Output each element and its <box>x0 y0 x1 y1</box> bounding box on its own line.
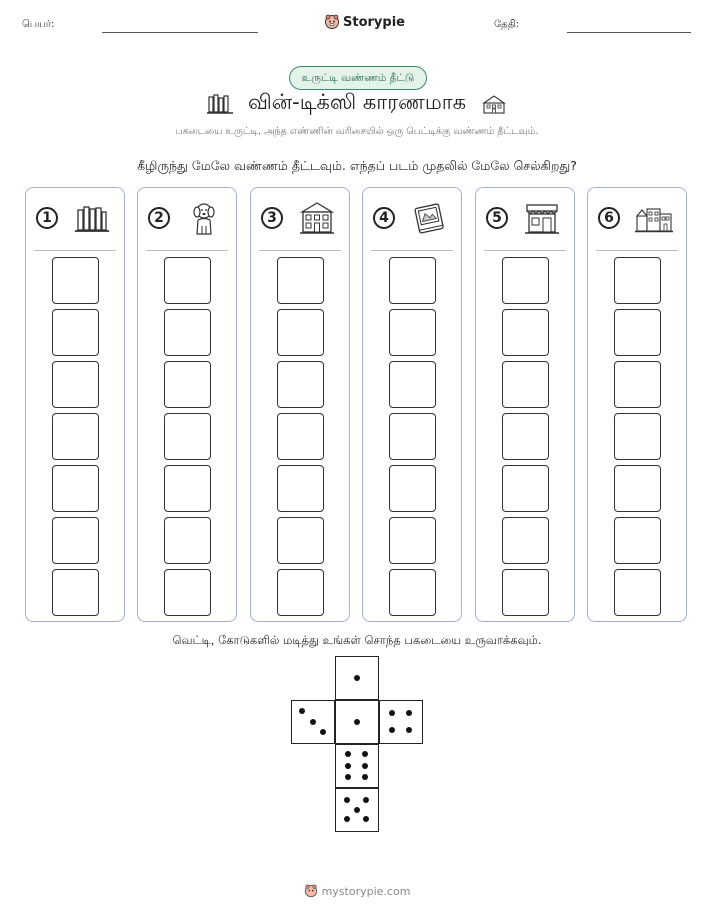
color-box[interactable] <box>614 517 661 564</box>
die-pip <box>406 710 412 716</box>
color-box[interactable] <box>614 465 661 512</box>
color-box[interactable] <box>502 413 549 460</box>
column-divider <box>34 250 116 251</box>
column-3 <box>250 187 350 622</box>
die-pip <box>362 774 368 780</box>
column-number: 6 <box>598 207 620 229</box>
activity-tag: உருட்டி வண்ணம் தீட்டு <box>289 66 427 90</box>
color-box[interactable] <box>389 413 436 460</box>
color-box[interactable] <box>614 413 661 460</box>
color-box[interactable] <box>502 309 549 356</box>
die-pip <box>362 751 368 757</box>
die-pip <box>389 727 395 733</box>
color-box[interactable] <box>164 413 211 460</box>
storypie-mascot-icon <box>304 884 318 898</box>
column-2 <box>137 187 237 622</box>
column-divider <box>259 250 341 251</box>
town-icon <box>634 200 674 236</box>
color-box[interactable] <box>277 569 324 616</box>
library-building-icon <box>480 94 508 114</box>
die-pip <box>344 816 350 822</box>
column-number: 1 <box>36 207 58 229</box>
column-header <box>363 200 461 240</box>
color-box[interactable] <box>614 569 661 616</box>
column-header <box>26 200 124 240</box>
brand-logo <box>324 14 405 30</box>
footer-url[interactable]: mystorypie.com <box>321 884 411 898</box>
column-header <box>138 200 236 240</box>
column-divider <box>371 250 453 251</box>
subtitle: பகடையை உருட்டி, அந்த எண்ணின் வரிசையில் ஒரு பெட்டிக்கு வண்ணம் தீட்டவும். <box>175 126 539 137</box>
color-box[interactable] <box>277 517 324 564</box>
column-5 <box>475 187 575 622</box>
dog-icon <box>184 200 224 236</box>
color-box[interactable] <box>277 413 324 460</box>
color-box[interactable] <box>389 361 436 408</box>
die-pip <box>299 708 305 714</box>
column-6 <box>587 187 687 622</box>
column-4 <box>362 187 462 622</box>
die-face <box>335 700 379 744</box>
die-pip <box>354 719 360 725</box>
date-label: தேதி: <box>494 19 520 30</box>
die-pip <box>354 675 360 681</box>
name-line[interactable] <box>102 32 258 33</box>
instruction: கீழிருந்து மேலே வண்ணம் தீட்டவும். எந்தப் படம் முதலில் மேலே செல்கிறது? <box>137 158 577 173</box>
page-title <box>0 90 714 121</box>
footer <box>0 884 714 898</box>
die-pip <box>363 816 369 822</box>
column-number: 5 <box>486 207 508 229</box>
color-box[interactable] <box>614 309 661 356</box>
color-box[interactable] <box>164 517 211 564</box>
color-box[interactable] <box>389 309 436 356</box>
die-pip <box>354 807 360 813</box>
color-box[interactable] <box>389 569 436 616</box>
color-box[interactable] <box>52 569 99 616</box>
column-number: 2 <box>148 207 170 229</box>
bookshelf-icon <box>72 200 112 236</box>
die-pip <box>345 774 351 780</box>
color-box[interactable] <box>277 465 324 512</box>
color-box[interactable] <box>52 517 99 564</box>
color-box[interactable] <box>502 257 549 304</box>
column-divider <box>146 250 228 251</box>
color-box[interactable] <box>52 309 99 356</box>
book-icon <box>409 200 449 236</box>
column-header <box>251 200 349 240</box>
date-line[interactable] <box>567 32 691 33</box>
color-box[interactable] <box>502 569 549 616</box>
color-box[interactable] <box>277 257 324 304</box>
title-text: வின்-டிக்ஸி காரணமாக <box>247 90 467 114</box>
die-pip <box>406 727 412 733</box>
color-box[interactable] <box>52 413 99 460</box>
column-number: 4 <box>373 207 395 229</box>
color-box[interactable] <box>389 517 436 564</box>
column-divider <box>596 250 678 251</box>
column-1 <box>25 187 125 622</box>
die-face <box>335 656 379 700</box>
bookshelf-icon <box>206 92 234 116</box>
color-box[interactable] <box>164 257 211 304</box>
color-box[interactable] <box>389 465 436 512</box>
die-face <box>335 788 379 832</box>
column-divider <box>484 250 566 251</box>
column-header <box>588 200 686 240</box>
color-box[interactable] <box>502 465 549 512</box>
color-box[interactable] <box>614 257 661 304</box>
color-box[interactable] <box>52 361 99 408</box>
color-box[interactable] <box>614 361 661 408</box>
color-box[interactable] <box>502 361 549 408</box>
cut-instruction: வெட்டி, கோடுகளில் மடித்து உங்கள் சொந்த பகடையை உருவாக்கவும். <box>172 633 542 647</box>
color-box[interactable] <box>502 517 549 564</box>
die-face <box>335 744 379 788</box>
die-pip <box>362 763 368 769</box>
column-header <box>476 200 574 240</box>
die-pip <box>389 710 395 716</box>
column-number: 3 <box>261 207 283 229</box>
color-box[interactable] <box>277 309 324 356</box>
die-pip <box>345 763 351 769</box>
color-box[interactable] <box>164 569 211 616</box>
color-box[interactable] <box>277 361 324 408</box>
color-box[interactable] <box>164 465 211 512</box>
die-pip <box>320 729 326 735</box>
library-building-icon <box>297 200 337 236</box>
storefront-icon <box>522 200 562 236</box>
brand-name: Storypie <box>343 14 405 30</box>
die-pip <box>345 751 351 757</box>
die-face <box>379 700 423 744</box>
die-face <box>291 700 335 744</box>
die-pip <box>363 797 369 803</box>
color-box[interactable] <box>389 257 436 304</box>
color-box[interactable] <box>164 361 211 408</box>
color-box[interactable] <box>52 257 99 304</box>
die-pip <box>310 719 316 725</box>
color-box[interactable] <box>52 465 99 512</box>
color-box[interactable] <box>164 309 211 356</box>
die-pip <box>344 797 350 803</box>
name-label: பெயர்: <box>22 19 55 30</box>
storypie-mascot-icon <box>324 14 340 30</box>
